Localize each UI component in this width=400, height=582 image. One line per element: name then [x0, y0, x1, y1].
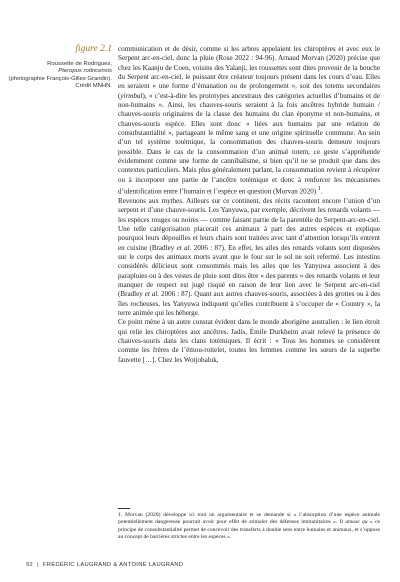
caption-species: Pteropus rodricensis — [58, 68, 112, 75]
term-yirmbal: yirmbal — [120, 91, 143, 100]
footer-authors: FRÉDÉRIC LAUGRAND & ANTOINE LAUGRAND — [42, 562, 184, 568]
page-number: 92 — [26, 562, 34, 568]
footnote-italic: amuse qu — [345, 519, 368, 526]
figure-label: figure 2.1 — [75, 44, 112, 54]
footnote-rule — [118, 508, 130, 509]
page-footer — [26, 562, 183, 568]
footer-separator: | — [37, 562, 39, 568]
figure-caption-sidebar — [8, 44, 112, 91]
caption-credit: (photographie François-Gilles Grandin). Crédit MNHN. — [8, 75, 112, 90]
body-text — [118, 45, 380, 365]
p2-text-b: 2006 : 87). En effet, les ailes des renards volants sont disposées sur le corps des animaux morts avant que le four sur le sol ne soit refermé. Les intestins considérés délicieux sont consommés mais les ailes que les Yanyuwa associent à des parapluies ou à des vestes de pluie sont dites être « des parents » des renards volants et leur manquer de respect est jugé risqué en raison de leur lien avec le Serpent arc-en-ciel (Bradley — [118, 243, 380, 299]
p2-etal-1: et al. — [176, 243, 192, 252]
p2-etal-2: et al. — [144, 290, 160, 299]
p2-text-a: Revenons aux mythes. Ailleurs sur ce continent, des récits racontent encore l’union d’un serpent et d’une chauve-souris. Les Yanyuwa, par exemple, décrivent les renards volants — les espèces rouges ou noires — comme faisant partie de la parentèle du Serpent-arc-en-ciel. Une telle catégorisation placerait ces animaux à part des autres espèces et explique pourquoi leurs dépouilles et leurs chairs sont traitées avec tant d’attention lorsqu’ils entrent en cuisine (Bradley — [118, 196, 380, 252]
paragraph-2 — [118, 197, 380, 318]
footnote-text-a: 1. Morvan (2020) développe ici tout un argumentaire et se demande si « l’absorption d’une espèce animale potentiellement dangereuse pourrait avoir pour effet de stimuler des défenses immunitaires ». Il — [118, 512, 380, 526]
p2-text-c: 2006 : 87). Quant aux autres chauves-souris, associées à des grottes ou à des îles rocheuses, les Yanyuwa indiquent qu’elles contribuent à s’occuper de « Country », la terre animée qui les héberge. — [118, 290, 381, 317]
footnote-ref: 1 — [317, 186, 321, 193]
figure-caption — [8, 61, 112, 91]
p1-text-a: communication et de désir, comme si les arbres appelaient les chiroptères et avec eux le Serpent arc-en-ciel, donc la pluie (Rose 2022 : 94-96). Arnaud Morvan (2020) précise que chez les Kaanju de Coen, voisins des Yalanji, les roussettes sont dites provenir de la bouche du Serpent arc-en-ciel, le puissant être créateur toujours présent dans les cours d’eau. Elles en seraient « une forme d’émanation ou de prolongement », soit des totems secondaires ( — [118, 45, 380, 100]
footnote — [118, 512, 380, 541]
caption-author: Roussette de Rodrigues, — [47, 61, 112, 67]
p1-text-end: . — [320, 187, 323, 196]
footnote-text-b: « ce principe de consubstantialité permet de concevoir des transferts à double sens entre humains et animaux, et s’oppose au concept de barrières strictes entre les espèces ». — [118, 519, 381, 540]
paragraph-1 — [118, 45, 380, 197]
p1-text-b: ), « c’est-à-dire les prototypes ancestraux des catégories actuelles d’humains et de non-humains ». Ainsi, les chauves-souris seraient à la fois ancêtres hybride humain / chauves-souris originaires de la classe des humains du clan éponyme et non-humains, et chauves-souris espèce. Elles sont donc « liées aux humains par une relation de consubstantialité », partageant le même sang et une origine spirituelle commune. Au sein d’un tel système totémique, la consommation des chauves-souris demeure toujours possible. Dans le cas de la consommation d’un animal totem, ce geste s’appréhende évidemment comme une forme de cannibalisme, si bien qu’il ne se produit que dans des contextes particuliers. Mais plus généralement parlant, la consommation revient à récupérer ou à incorporer une partie de l’ancêtre totémique et donc à renforcer les mécanismes d’identification entre l’humain et l’espèce en question (Morvan 2020) — [118, 91, 380, 196]
paragraph-3: Ce point mène à un autre constat évident dans le monde aborigène australien : le lien étroit qui relie les chiroptères aux ancêtres. Jadis, Émile Durkheim avait relevé la présence de chauves-souris dans les clans totémiques. Il écrit : « Tous les hommes se considèrent comme les frères de l’émou-roitelet, toutes les femmes comme les sœurs de la superbe fauvette […]. Chez les Wotjobaluk, — [118, 318, 380, 364]
